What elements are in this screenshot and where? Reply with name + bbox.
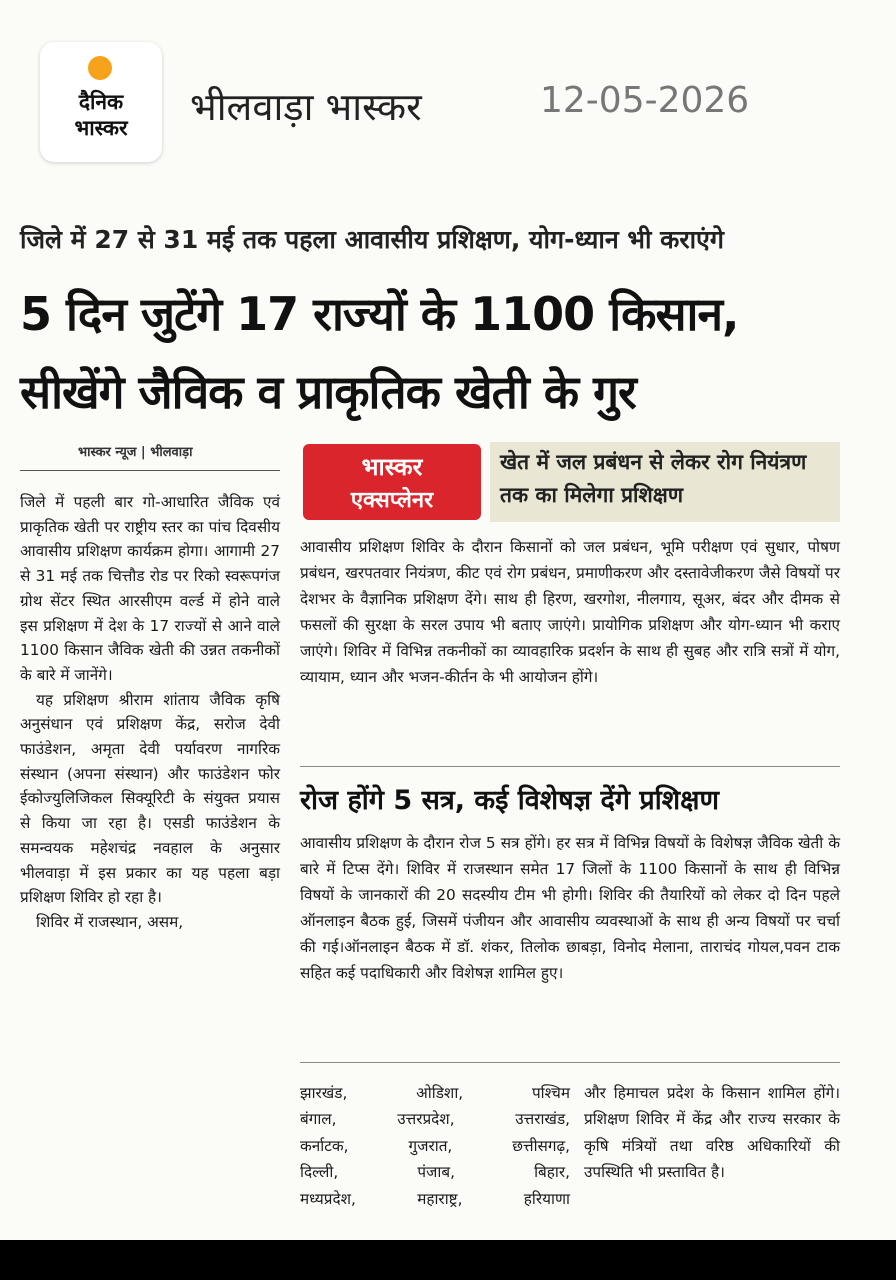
headline-line-1: 5 दिन जुटेंगे 17 राज्यों के 1100 किसान, xyxy=(20,287,739,341)
headline-line-2: सीखेंगे जैविक व प्राकृतिक खेती के गुर xyxy=(20,365,636,419)
explainer-badge xyxy=(303,444,481,520)
sun-icon xyxy=(88,56,112,80)
section-subhead: रोज होंगे 5 सत्र, कई विशेषज्ञ देंगे प्रशिक्षण xyxy=(300,785,720,816)
state-name: बिहार, xyxy=(534,1163,570,1182)
logo-text-line1: दैनिक xyxy=(78,90,124,114)
state-name: ओडिशा, xyxy=(416,1084,464,1102)
state-name: कर्नाटक, xyxy=(300,1136,349,1155)
states-row xyxy=(300,1106,570,1132)
states-row xyxy=(300,1080,570,1106)
state-name: गुजरात, xyxy=(408,1136,453,1155)
states-column xyxy=(300,1080,570,1212)
left-paragraph-2: यह प्रशिक्षण श्रीराम शांताय जैविक कृषि अनुसंधान एवं प्रशिक्षण केंद्र, सरोज देवी फाउंडेशन, अमृता देवी पर्यावरण नागरिक संस्थान (अपना संस्थान) और फाउंडेशन फोर ईकोज्युलिजिकल सिक्यूरिटी के संयुक्त प्रयास से किया जा रहा है। एसडी फाउंडेशन के समन्वयक महेशचंद्र नवहाल के अनुसार भीलवाड़ा में इस प्रकार का यह पहला बड़ा प्रशिक्षण शिविर हो रहा है। xyxy=(20,690,280,907)
divider xyxy=(300,1062,840,1063)
left-paragraph-1: जिले में पहली बार गो-आधारित जैविक एवं प्राकृतिक खेती पर राष्ट्रीय स्तर का पांच दिवसीय आवासीय प्रशिक्षण कार्यक्रम होगा। आगामी 27 से 31 मई तक चित्तौड रोड पर रिको स्वरूपगंज ग्रोथ सेंटर स्थित आरसीएम वर्ल्ड में होने वाले इस प्रशिक्षण में देश के 17 राज्यों से आने वाले 1100 किसान जैविक खेती की उन्नत तकनीकों के बारे में जानेंगे। xyxy=(20,493,280,684)
screen-bottom-bar xyxy=(0,1240,896,1280)
left-column xyxy=(20,490,280,935)
state-name: मध्यप्रदेश, xyxy=(300,1189,356,1208)
state-name: बंगाल, xyxy=(300,1110,337,1129)
states-row xyxy=(300,1133,570,1159)
explainer-body: आवासीय प्रशिक्षण शिविर के दौरान किसानों को जल प्रबंधन, भूमि परीक्षण एवं सुधार, पोषण प्रबंधन, खरपतवार नियंत्रण, कीट एवं रोग प्रबंधन, प्रमाणीकरण और दस्तावेजीकरण जैसे विषयों पर देशभर के वैज्ञानिक प्रशिक्षण देंगे। साथ ही हिरण, खरगोश, नीलगाय, सूअर, बंदर और दीमक से फसलों की सुरक्षा के सरल उपाय भी बताए जाएंगे। प्रायोगिक प्रशिक्षण और योग-ध्यान भी कराए जाएंगे। शिविर में विभिन्न तकनीकों का व्यावहारिक प्रदर्शन के साथ ही सुबह और रात्रि सत्रों में योग, व्यायाम, ध्यान और भजन-कीर्तन के भी आयोजन होंगे। xyxy=(300,538,840,686)
state-name: उत्तरप्रदेश, xyxy=(397,1110,455,1129)
edition-date: 12-05-2026 xyxy=(540,80,750,121)
states-row xyxy=(300,1186,570,1212)
state-name: हरियाणा xyxy=(523,1189,570,1208)
masthead-title: भीलवाड़ा भास्कर xyxy=(190,85,422,129)
state-name: पंजाब, xyxy=(417,1163,455,1182)
sessions-body: आवासीय प्रशिक्षण के दौरान रोज 5 सत्र होंगे। हर सत्र में विभिन्न विषयों के विशेषज्ञ जैविक खेती के बारे में टिप्स देंगे। शिविर में राजस्थान समेत 17 जिलों के 1100 किसानों के साथ ही विभिन्न विषयों के जानकारों की 20 सदस्यीय टीम भी होगी। शिविर की तैयारियों को लेकर दो दिन पहले ऑनलाइन बैठक हुई, जिसमें पंजीयन और आवासीय व्यवस्थाओं के साथ ही अन्य विषयों पर चर्चा की गई।ऑनलाइन बैठक में डॉ. शंकर, तिलोक छाबड़ा, विनोद मेलाना, ताराचंद गोयल,पवन टाक सहित कई पदाधिकारी और विशेषज्ञ शामिल हुए। xyxy=(300,834,840,982)
left-paragraph-3: शिविर में राजस्थान, असम, xyxy=(36,912,184,931)
state-name: झारखंड, xyxy=(300,1084,348,1102)
byline: भास्कर न्यूज | भीलवाड़ा xyxy=(78,445,193,460)
divider xyxy=(300,766,840,767)
headline-kicker: जिले में 27 से 31 मई तक पहला आवासीय प्रशिक्षण, योग-ध्यान भी कराएंगे xyxy=(20,225,724,254)
logo-text-line2: भास्कर xyxy=(74,116,128,140)
badge-text-bottom: एक्सप्लेनर xyxy=(350,488,434,513)
state-name: उत्तराखंड, xyxy=(515,1110,570,1129)
states-row xyxy=(300,1159,570,1185)
badge-text-top: भास्कर xyxy=(361,453,423,481)
explainer-heading: खेत में जल प्रबंधन से लेकर रोग नियंत्रण तक का मिलेगा प्रशिक्षण xyxy=(490,442,840,522)
closing-paragraph: और हिमाचल प्रदेश के किसान शामिल होंगे। प्रशिक्षण शिविर में केंद्र और राज्य सरकार के कृषि मंत्रियों तथा वरिष्ठ अधिकारियों की उपस्थिति भी प्रस्तावित है। xyxy=(584,1084,840,1182)
state-name: छत्तीसगढ़, xyxy=(512,1136,570,1155)
divider xyxy=(20,470,280,471)
state-name: पश्चिम xyxy=(531,1084,570,1102)
state-name: दिल्ली, xyxy=(300,1163,339,1182)
dainik-bhaskar-logo xyxy=(40,42,162,162)
state-name: महाराष्ट्र, xyxy=(417,1189,463,1208)
